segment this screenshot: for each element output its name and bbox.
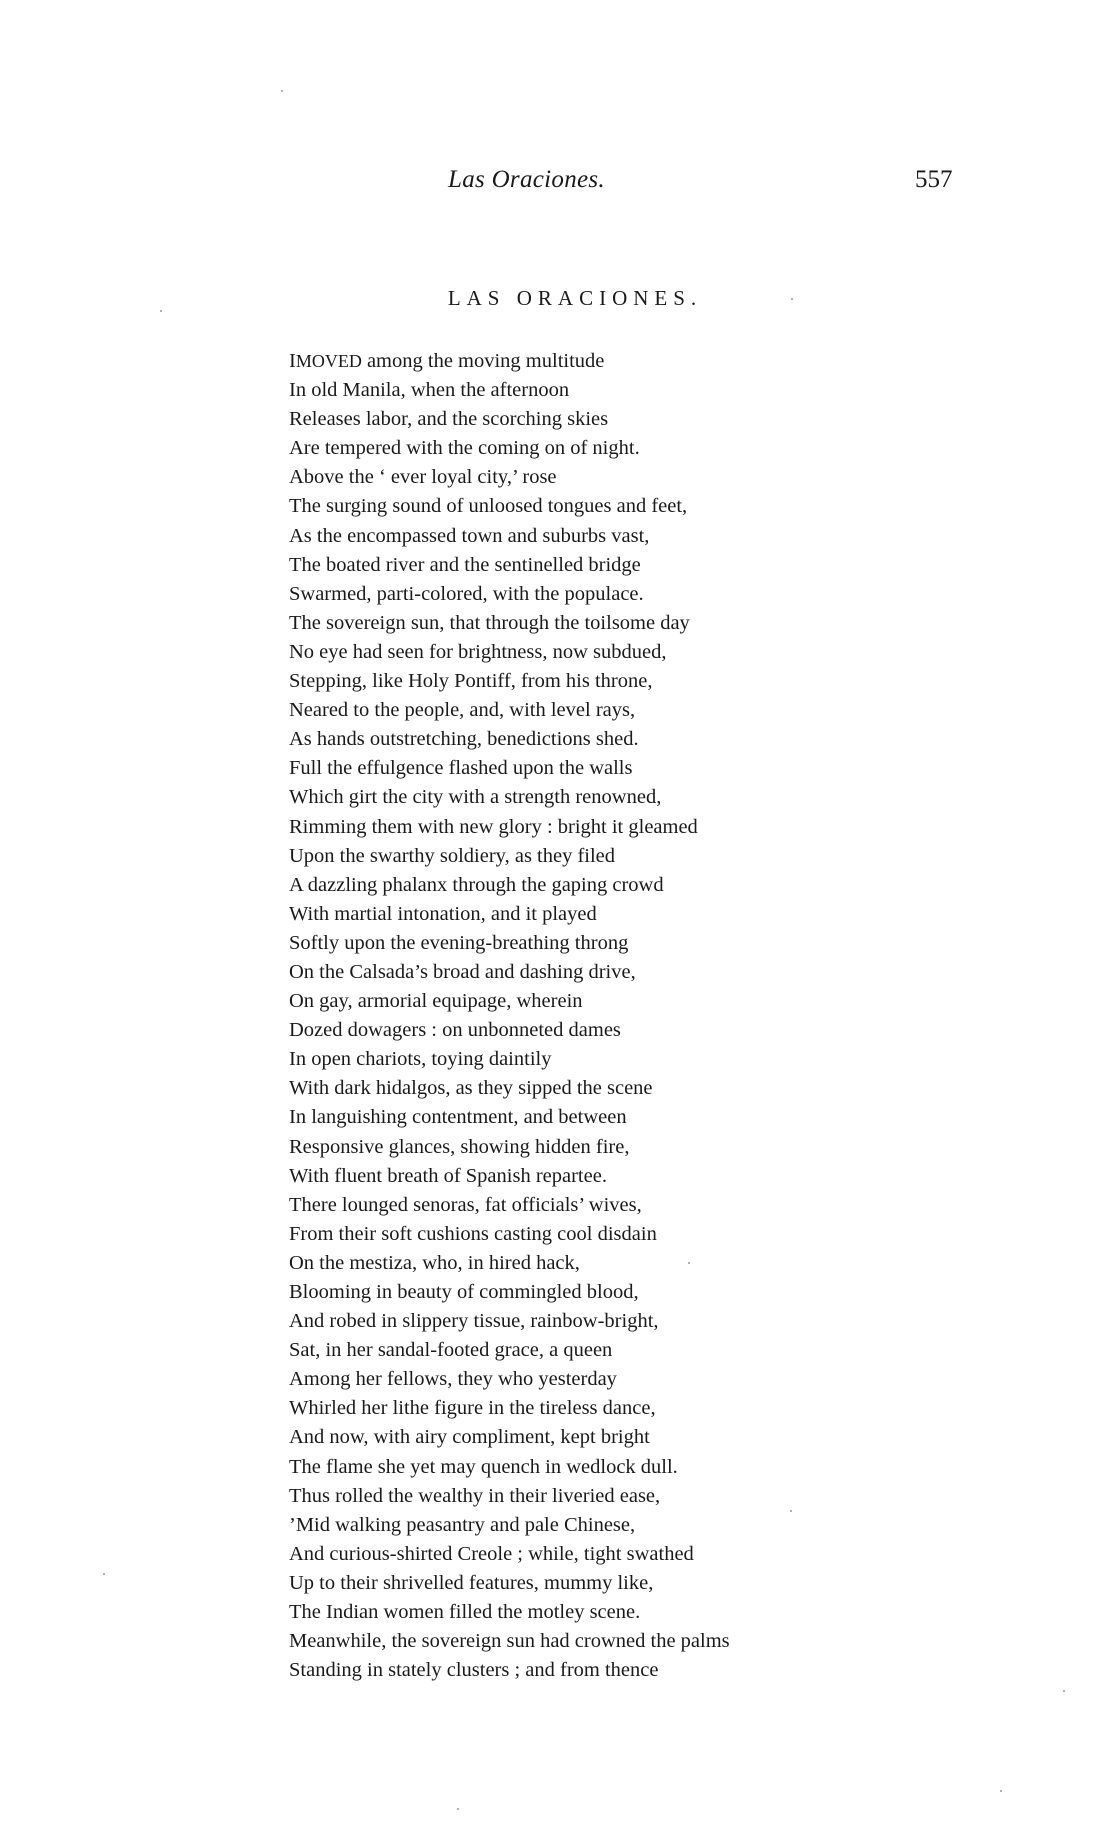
poem-line: And robed in slippery tissue, rainbow-bright, [289,1310,659,1333]
poem-line: Which girt the city with a strength renowned, [289,786,662,809]
poem-line: Swarmed, parti-colored, with the populace. [289,582,644,605]
poem-line: The flame she yet may quench in wedlock dull. [289,1455,678,1478]
poem-line: Sat, in her sandal-footed grace, a queen [289,1339,613,1362]
poem-line: Responsive glances, showing hidden fire, [289,1135,630,1158]
poem-line: Rimming them with new glory : bright it gleamed [289,815,698,838]
poem-line: Thus rolled the wealthy in their liveried ease, [289,1484,661,1507]
poem-line: There lounged senoras, fat officials’ wives, [289,1193,642,1216]
poem-line: The boated river and the sentinelled bridge [289,553,641,576]
poem-body [289,347,1009,1685]
poem-line: In languishing contentment, and between [289,1106,627,1129]
paper-speck [281,90,283,92]
running-head [0,166,1120,206]
paper-speck [688,1262,690,1264]
paper-speck [457,1808,459,1810]
page-number: 557 [915,166,953,193]
running-title: Las Oraciones. [448,166,605,193]
poem-line: And curious-shirted Creole ; while, tight swathed [289,1542,694,1565]
poem-line: With fluent breath of Spanish repartee. [289,1164,607,1187]
poem-line: In old Manila, when the afternoon [289,379,570,402]
poem-line: Are tempered with the coming on of night. [289,437,640,460]
poem-line: Full the effulgence flashed upon the walls [289,757,633,780]
poem-line: No eye had seen for brightness, now subdued, [289,640,667,663]
poem-line: As the encompassed town and suburbs vast, [289,524,650,547]
poem-line: As hands outstretching, benedictions shed. [289,728,639,751]
poem-line: Releases labor, and the scorching skies [289,408,609,431]
poem-line: The surging sound of unloosed tongues and feet, [289,495,688,518]
paper-speck [103,1573,105,1575]
poem-line: With martial intonation, and it played [289,902,597,925]
paper-speck [160,310,162,312]
paper-speck [790,1510,792,1512]
poem-line: Above the ‘ ever loyal city,’ rose [289,466,557,489]
poem-line: In open chariots, toying daintily [289,1048,552,1071]
poem-line: Up to their shrivelled features, mummy like, [289,1571,654,1594]
paper-speck [1063,1690,1065,1692]
poem-line: Whirled her lithe figure in the tireless dance, [289,1397,656,1420]
poem-line: From their soft cushions casting cool disdain [289,1222,657,1245]
poem-line: ’Mid walking peasantry and pale Chinese, [289,1513,636,1536]
first-word-smallcaps: MOVED [295,351,362,371]
poem-line: Meanwhile, the sovereign sun had crowned the palms [289,1630,730,1653]
poem-line: On the mestiza, who, in hired hack, [289,1251,580,1274]
poem-line: A dazzling phalanx through the gaping crowd [289,873,664,896]
first-line-rest: among the moving multitude [361,350,605,372]
poem-line: And now, with airy compliment, kept bright [289,1426,650,1449]
poem-line: Softly upon the evening-breathing throng [289,931,629,954]
poem-line: Neared to the people, and, with level rays, [289,699,636,722]
poem-line: Standing in stately clusters ; and from thence [289,1659,659,1682]
poem-title: LAS ORACIONES. [447,286,703,310]
poem-line: Upon the swarthy soldiery, as they filed [289,844,616,867]
poem-line: The sovereign sun, that through the toilsome day [289,611,690,634]
paper-speck [791,298,793,300]
poem-line-first [289,347,1009,376]
paper-speck [1000,1790,1002,1792]
poem-line: On the Calsada’s broad and dashing drive, [289,960,636,983]
poem-line: With dark hidalgos, as they sipped the scene [289,1077,653,1100]
poem-line: Blooming in beauty of commingled blood, [289,1281,639,1303]
poem-line: Dozed dowagers : on unbonneted dames [289,1019,621,1042]
first-word-initial: I [289,350,296,372]
poem-line: On gay, armorial equipage, wherein [289,990,583,1013]
poem-line: Stepping, like Holy Pontiff, from his throne, [289,670,653,693]
poem-line: Among her fellows, they who yesterday [289,1368,617,1391]
poem-line: The Indian women filled the motley scene. [289,1601,641,1624]
